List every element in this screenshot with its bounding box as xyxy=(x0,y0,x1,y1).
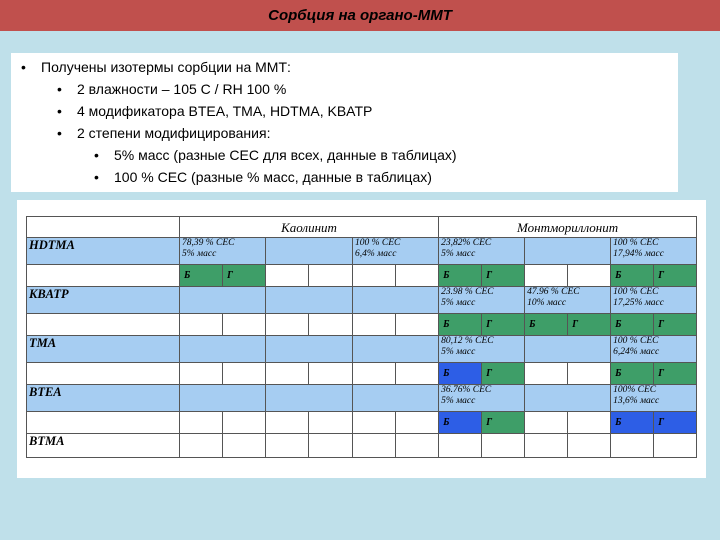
row-label-kbatp: KBATP xyxy=(27,287,180,314)
cell-empty xyxy=(266,434,309,458)
cell-empty xyxy=(654,434,697,458)
header-montmorillonite: Монтмориллонит xyxy=(439,217,697,238)
bullet-box xyxy=(11,53,678,192)
cell-empty xyxy=(309,363,353,385)
cell-g: Г xyxy=(223,265,266,287)
cell-empty xyxy=(309,434,353,458)
data-table xyxy=(26,216,697,458)
cell-kbatp-mont-1: 23.98 % CEC 5% масс xyxy=(439,287,525,314)
header-kaolinite: Каолинит xyxy=(180,217,439,238)
header-row xyxy=(27,217,697,238)
cell-empty xyxy=(309,412,353,434)
cell-empty xyxy=(525,336,611,363)
cell-btea-mont-2: 100% CEC 13,6% масс xyxy=(611,385,697,412)
table-row xyxy=(27,238,697,265)
row-label-empty xyxy=(27,314,180,336)
cell-empty xyxy=(568,412,611,434)
bullet-item: • 4 модификатора BTEA, TMA, HDTMA, KBATP xyxy=(57,103,373,119)
table-row xyxy=(27,336,697,363)
cell-empty xyxy=(266,314,309,336)
cell-hdtma-kaolinite-2: 100 % CEC 6,4% масс xyxy=(353,238,439,265)
cell-g: Г xyxy=(654,412,697,434)
cell-b: Б xyxy=(180,265,223,287)
cell-empty xyxy=(611,434,654,458)
cell-empty xyxy=(396,265,439,287)
cell-empty xyxy=(353,336,439,363)
cell-empty xyxy=(482,434,525,458)
cell-empty xyxy=(353,412,396,434)
cell-empty xyxy=(568,434,611,458)
cell-b: Б xyxy=(611,314,654,336)
cell-g: Г xyxy=(482,412,525,434)
cell-empty xyxy=(266,287,353,314)
table-row xyxy=(27,412,697,434)
cell-empty xyxy=(180,385,266,412)
cell-empty xyxy=(266,336,353,363)
bullet-item: • 100 % CEC (разные % масс, данные в таблицах) xyxy=(94,169,432,185)
cell-tma-mont-2: 100 % CEC 6,24% масс xyxy=(611,336,697,363)
cell-empty xyxy=(266,238,353,265)
cell-empty xyxy=(525,434,568,458)
table-row xyxy=(27,265,697,287)
cell-g: Г xyxy=(482,265,525,287)
cell-empty xyxy=(568,265,611,287)
cell-kbatp-mont-mid: 47.96 % CEC 10% масс xyxy=(525,287,611,314)
cell-empty xyxy=(353,287,439,314)
table-row xyxy=(27,363,697,385)
table-panel xyxy=(17,200,706,478)
cell-empty xyxy=(396,314,439,336)
cell-empty xyxy=(180,287,266,314)
cell-empty xyxy=(223,412,266,434)
table-row xyxy=(27,385,697,412)
cell-g: Г xyxy=(568,314,611,336)
cell-empty xyxy=(180,412,223,434)
cell-b: Б xyxy=(439,363,482,385)
row-label-tma: TMA xyxy=(27,336,180,363)
cell-empty xyxy=(525,385,611,412)
bullet-item: • 2 влажности – 105 С / RH 100 % xyxy=(57,81,287,97)
table-row xyxy=(27,314,697,336)
cell-b: Б xyxy=(525,314,568,336)
row-label-hdtma: HDTMA xyxy=(27,238,180,265)
cell-g: Г xyxy=(654,363,697,385)
cell-empty xyxy=(568,363,611,385)
cell-g: Г xyxy=(482,314,525,336)
cell-empty xyxy=(353,265,396,287)
row-label-empty xyxy=(27,412,180,434)
cell-empty xyxy=(266,412,309,434)
cell-b: Б xyxy=(611,412,654,434)
cell-empty xyxy=(525,412,568,434)
cell-empty xyxy=(223,434,266,458)
cell-b: Б xyxy=(439,412,482,434)
cell-btea-mont-1: 36.76% CEC 5% масс xyxy=(439,385,525,412)
cell-g: Г xyxy=(482,363,525,385)
title-bar xyxy=(0,0,720,31)
cell-empty xyxy=(525,238,611,265)
cell-b: Б xyxy=(611,363,654,385)
cell-empty xyxy=(180,434,223,458)
cell-empty xyxy=(525,265,568,287)
cell-empty xyxy=(309,265,353,287)
cell-hdtma-mont-1: 23,82% CEC 5% масс xyxy=(439,238,525,265)
cell-empty xyxy=(439,434,482,458)
cell-b: Б xyxy=(439,314,482,336)
bullet-item: • Получены изотермы сорбции на ММТ: xyxy=(21,59,291,75)
cell-empty xyxy=(180,336,266,363)
table-row xyxy=(27,287,697,314)
cell-empty xyxy=(396,434,439,458)
cell-empty xyxy=(223,314,266,336)
row-label-empty xyxy=(27,265,180,287)
table-row xyxy=(27,434,697,458)
cell-empty xyxy=(353,314,396,336)
cell-empty xyxy=(353,434,396,458)
cell-b: Б xyxy=(611,265,654,287)
cell-empty xyxy=(525,363,568,385)
bullet-item: • 2 степени модифицирования: xyxy=(57,125,271,141)
row-label-empty xyxy=(27,363,180,385)
cell-g: Г xyxy=(654,314,697,336)
row-label-btma: BTMA xyxy=(27,434,180,458)
cell-empty xyxy=(223,363,266,385)
bullet-item: • 5% масс (разные CEC для всех, данные в таблицах) xyxy=(94,147,457,163)
cell-tma-mont-1: 80,12 % CEC 5% масс xyxy=(439,336,525,363)
cell-g: Г xyxy=(654,265,697,287)
cell-empty xyxy=(180,363,223,385)
cell-empty xyxy=(180,314,223,336)
cell-hdtma-kaolinite-1: 78,39 % CEC 5% масс xyxy=(180,238,266,265)
cell-b: Б xyxy=(439,265,482,287)
cell-empty xyxy=(266,363,309,385)
cell-empty xyxy=(396,412,439,434)
cell-empty xyxy=(396,363,439,385)
cell-kbatp-mont-2: 100 % CEC 17,25% масс xyxy=(611,287,697,314)
cell-hdtma-mont-2: 100 % CEC 17,94% масс xyxy=(611,238,697,265)
cell-empty xyxy=(266,385,353,412)
cell-empty xyxy=(309,314,353,336)
header-empty xyxy=(27,217,180,238)
row-label-btea: BTEA xyxy=(27,385,180,412)
cell-empty xyxy=(266,265,309,287)
cell-empty xyxy=(353,385,439,412)
slide-title: Сорбция на органо-ММТ xyxy=(268,7,452,24)
cell-empty xyxy=(353,363,396,385)
